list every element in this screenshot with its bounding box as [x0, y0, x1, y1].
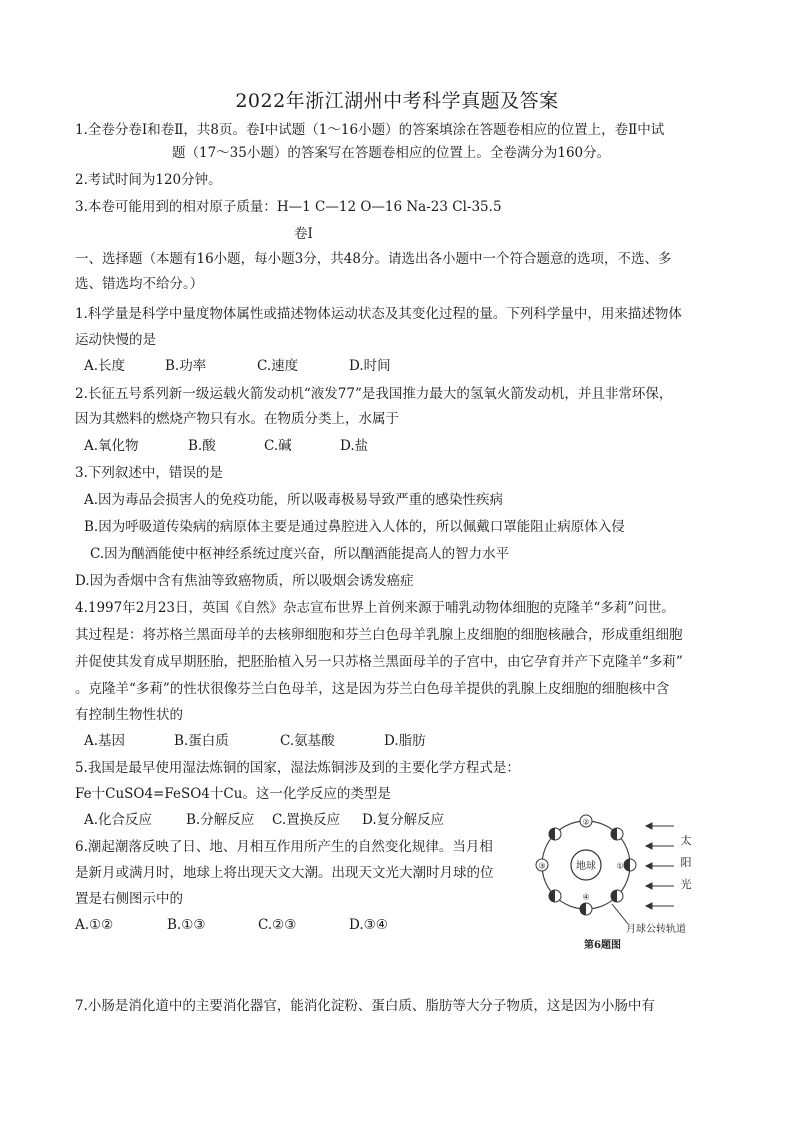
- orbit-pointer: [612, 904, 628, 924]
- sun-label-2: 阳: [680, 856, 692, 869]
- q5-option-c: C.置换反应: [272, 812, 341, 828]
- instruction-1a: 1.全卷分卷Ⅰ和卷Ⅱ，共8页。卷Ⅰ中试题（1～16小题）的答案填涂在答题卷相应的位置上，卷Ⅱ中试: [75, 122, 665, 138]
- part-heading-b: 选、错选均不给分。）: [75, 276, 204, 292]
- q2-option-c: C.碱: [264, 438, 292, 454]
- q4-stem-a: 4.1997年2月23日，英国《自然》杂志宣布世界上首例来源于哺乳动物体细胞的克隆羊“多莉”问世。: [75, 600, 675, 616]
- q5-stem-a: 5.我国是最早使用湿法炼铜的国家，湿法炼铜涉及到的主要化学方程式是：: [75, 760, 520, 776]
- q7-stem: 7.小肠是消化道中的主要消化器官，能消化淀粉、蛋白质、脂肪等大分子物质，这是因为小肠中有: [75, 998, 655, 1014]
- q1-option-a: A.长度: [84, 358, 126, 374]
- moon-phase-left: [536, 859, 548, 871]
- q6-option-c: C.②③: [258, 917, 297, 933]
- q4-stem-c: 并促使其发育成早期胚胎，把胚胎植入另一只苏格兰黑面母羊的子宫中，由它孕育并产下克隆羊“多莉”: [75, 654, 683, 670]
- q4-stem-e: 有控制生物性状的: [75, 707, 183, 723]
- q2-option-a: A.氧化物: [84, 438, 139, 454]
- moon-phase-right: [624, 859, 636, 871]
- q3-stem: 3.下列叙述中，错误的是: [75, 465, 223, 481]
- q4-option-a: A.基因: [84, 733, 126, 749]
- moon-position-1-label: ①: [616, 861, 624, 871]
- q2-option-d: D.盐: [340, 438, 369, 454]
- q4-option-c: C.氨基酸: [280, 733, 335, 749]
- q4-option-b: B.蛋白质: [174, 733, 229, 749]
- q5-stem-b: Fe十CuSO4=FeSO4十Cu。这一化学反应的类型是: [75, 786, 391, 802]
- earth-label: 地球: [576, 861, 596, 872]
- q5-option-a: A.化合反应: [84, 812, 153, 828]
- q4-stem-b: 其过程是：将苏格兰黑面母羊的去核卵细胞和芬兰白色母羊乳腺上皮细胞的细胞核融合，形成重组细胞: [75, 627, 683, 643]
- q6-option-b: B.①③: [167, 917, 206, 933]
- moon-position-3-label: ③: [538, 861, 546, 871]
- sun-label-3: 光: [680, 878, 692, 891]
- moon-orbit-figure: [524, 808, 704, 958]
- q2-stem-a: 2.长征五号系列新一级运载火箭发动机“液发77”是我国推力最大的氢氧火箭发动机，并且非常环保，: [75, 386, 673, 402]
- q6-stem-c: 置是右侧图示中的: [75, 891, 183, 907]
- moon-phase-bottom-left: [549, 890, 561, 902]
- q1-stem-b: 运动快慢的是: [75, 332, 156, 348]
- moon-position-4-label: ④: [582, 892, 590, 902]
- moon-orbit-diagram: [524, 808, 704, 958]
- part-heading-a: 一、选择题（本题有16小题，每小题3分，共48分。请选出各小题中一个符合题意的选项，不选、多: [75, 251, 672, 267]
- q5-option-b: B.分解反应: [186, 812, 255, 828]
- q4-stem-d: 。克隆羊“多莉”的性状很像芬兰白色母羊，这是因为芬兰白色母羊提供的乳腺上皮细胞的细胞核中含: [75, 681, 670, 697]
- q6-stem-b: 是新月或满月时，地球上将出现天文大潮。出现天文光大潮时月球的位: [75, 865, 494, 881]
- page-title: 2022年浙江湖州中考科学真题及答案: [235, 90, 559, 112]
- q3-option-b: B.因为呼吸道传染病的病原体主要是通过鼻腔进入人体的，所以佩戴口罩能阻止病原体入侵: [84, 519, 625, 535]
- instruction-2: 2.考试时间为120分钟。: [75, 172, 222, 188]
- q4-option-d: D.脂肪: [384, 733, 426, 749]
- figure-caption: 第6题图: [584, 940, 621, 951]
- q3-option-a: A.因为毒品会损害人的免疫功能，所以吸毒极易导致严重的感染性疾病: [84, 492, 504, 508]
- q1-option-b: B.功率: [165, 358, 207, 374]
- q6-option-d: D.③④: [349, 917, 388, 933]
- moon-phase-top: [580, 815, 592, 827]
- moon-phase-top-right: [611, 828, 623, 840]
- orbit-label: 月球公转轨道: [626, 924, 686, 935]
- sunlight-arrows: [646, 823, 674, 909]
- instruction-1b: 题（17～35小题）的答案写在答题卷相应的位置上。全卷满分为160分。: [172, 145, 611, 161]
- section-label: 卷Ⅰ: [294, 226, 313, 242]
- q2-stem-b: 因为其燃料的燃烧产物只有水。在物质分类上，水属于: [75, 411, 399, 427]
- q1-option-c: C.速度: [257, 358, 299, 374]
- q2-option-b: B.酸: [188, 438, 216, 454]
- q5-option-d: D.复分解反应: [362, 812, 445, 828]
- moon-position-2-label: ②: [582, 817, 590, 827]
- instruction-3: 3.本卷可能用到的相对原子质量：H—1 C—12 O—16 Na-23 Cl-35.5: [75, 199, 502, 215]
- q6-stem-a: 6.潮起潮落反映了日、地、月相互作用所产生的自然变化规律。当月相: [75, 839, 493, 855]
- q1-option-d: D.时间: [349, 358, 391, 374]
- sun-label-1: 太: [680, 834, 692, 847]
- q1-stem-a: 1.科学量是科学中量度物体属性或描述物体运动状态及其变化过程的量。下列科学量中，用来描述物体: [75, 306, 682, 322]
- moon-phase-bottom: [580, 903, 592, 915]
- moon-phase-top-left: [549, 828, 561, 840]
- q3-option-d: D.因为香烟中含有焦油等致癌物质，所以吸烟会诱发癌症: [75, 573, 414, 589]
- q3-option-c: C.因为酗酒能使中枢神经系统过度兴奋，所以酗酒能提高人的智力水平: [90, 546, 510, 562]
- moon-phase-bottom-right: [611, 890, 623, 902]
- q6-option-a: A.①②: [75, 917, 114, 933]
